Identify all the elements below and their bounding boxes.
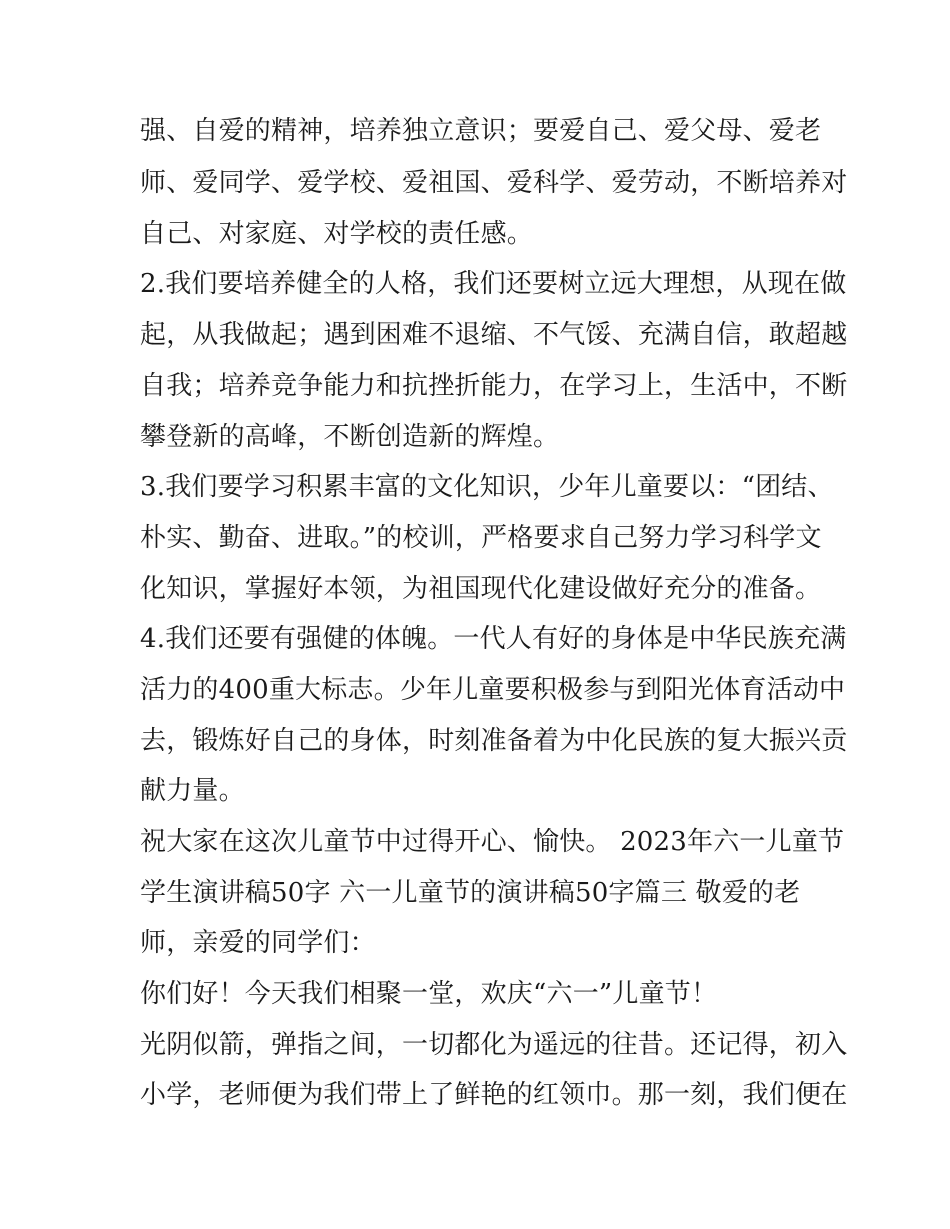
text-line-15: 祝大家在这次儿童节中过得开心、愉快。 2023年六一儿童节 [140,827,845,857]
text-line-6: 自我；培养竞争能力和抗挫折能力，在学习上，生活中，不断 [140,371,848,401]
text-line-19: 光阴似箭，弹指之间，一切都化为遥远的往昔。还记得，初入 [140,1030,848,1060]
text-line-7: 攀登新的高峰，不断创造新的辉煌。 [140,422,560,452]
text-line-17: 师，亲爱的同学们： [140,928,376,958]
text-line-14: 献力量。 [140,776,245,806]
text-line-16: 学生演讲稿50字 六一儿童节的演讲稿50字篇三 敬爱的老 [140,878,801,908]
text-line-13: 去，锻炼好自己的身体，时刻准备着为中化民族的复大振兴贡 [140,726,848,756]
text-line-1: 强、自爱的精神，培养独立意识；要爱自己、爱父母、爱老 [140,116,822,146]
text-line-11: 4.我们还要有强健的体魄。一代人有好的身体是中华民族充满 [140,624,847,654]
text-line-20: 小学，老师便为我们带上了鲜艳的红领巾。那一刻，我们便在 [140,1080,848,1110]
text-line-5: 起，从我做起；遇到困难不退缩、不气馁、充满自信，敢超越 [140,320,848,350]
text-line-9: 朴实、勤奋、进取。”的校训，严格要求自己努力学习科学文 [140,523,822,553]
text-line-2: 师、爱同学、爱学校、爱祖国、爱科学、爱劳动，不断培养对 [140,168,848,198]
text-line-18: 你们好！今天我们相聚一堂，欢庆“六一”儿童节！ [140,979,718,1009]
text-line-8: 3.我们要学习积累丰富的文化知识，少年儿童要以：“团结、 [140,472,834,502]
text-line-3: 自己、对家庭、对学校的责任感。 [140,219,534,249]
text-line-4: 2.我们要培养健全的人格，我们还要树立远大理想，从现在做 [140,269,847,299]
text-line-10: 化知识，掌握好本领，为祖国现代化建设做好充分的准备。 [140,574,822,604]
text-line-12: 活力的400重大标志。少年儿童要积极参与到阳光体育活动中 [140,675,846,705]
